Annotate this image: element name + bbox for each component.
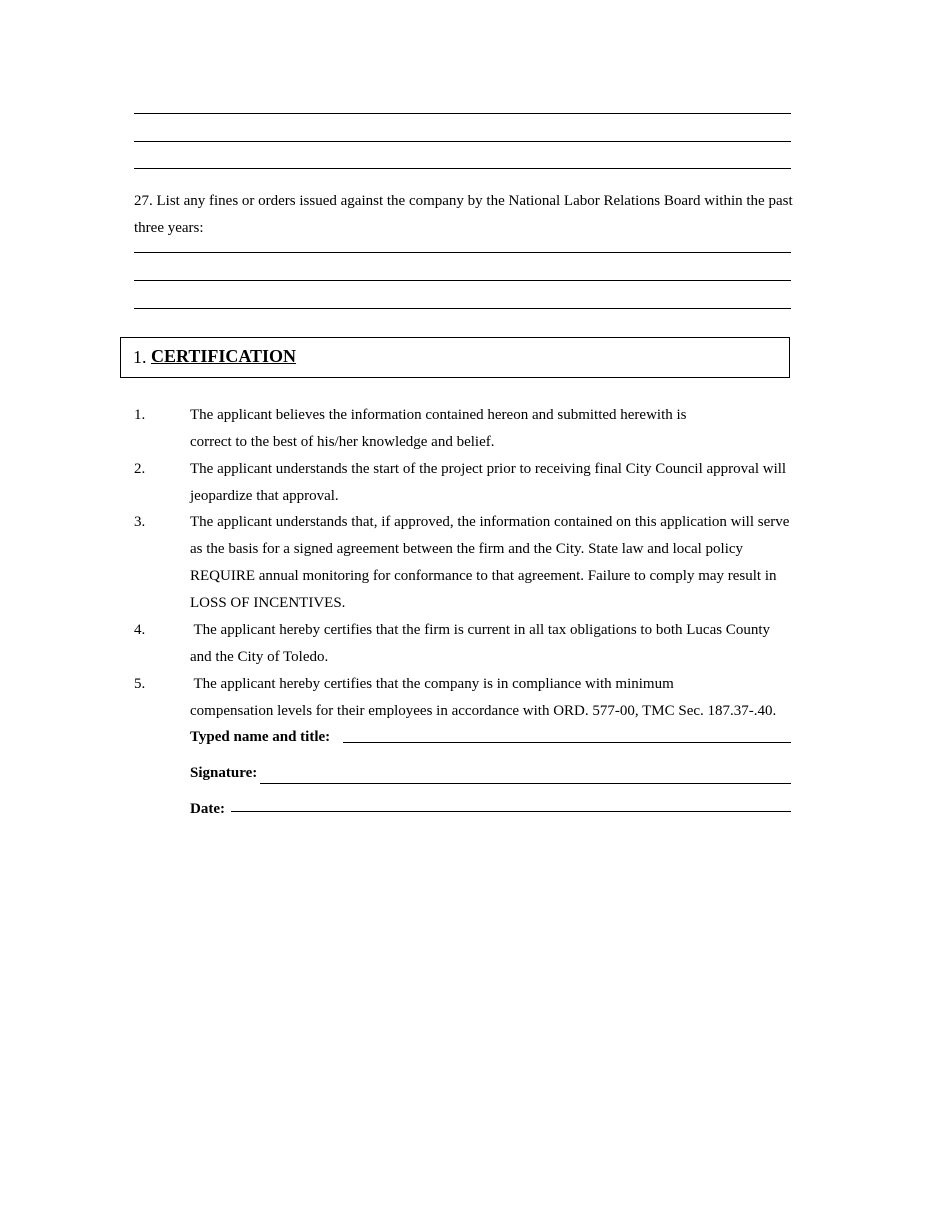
certification-heading-box <box>120 337 790 378</box>
item-number: 4. <box>134 622 146 638</box>
answer-line[interactable] <box>134 308 791 309</box>
item-number: 3. <box>134 514 146 530</box>
answer-line[interactable] <box>134 280 791 281</box>
item-number: 5. <box>134 676 146 692</box>
item-text: The applicant believes the information contained hereon and submitted herewith is <box>190 407 687 423</box>
section-number: 1. <box>133 347 147 367</box>
answer-line[interactable] <box>134 141 791 142</box>
signature-field[interactable] <box>260 783 791 784</box>
answer-line[interactable] <box>134 168 791 169</box>
item-text: correct to the best of his/her knowledge and belief. <box>190 434 495 450</box>
item-text: The applicant hereby certifies that the company is in compliance with minimum <box>190 676 674 692</box>
typed-name-label: Typed name and title: <box>190 729 331 745</box>
item-text: The applicant hereby certifies that the firm is current in all tax obligations to both Lucas County <box>190 622 770 638</box>
item-text: jeopardize that approval. <box>190 488 339 504</box>
signature-label: Signature: <box>190 765 258 781</box>
answer-line[interactable] <box>134 252 791 253</box>
typed-name-field[interactable] <box>343 742 791 743</box>
item-text: LOSS OF INCENTIVES. <box>190 595 346 611</box>
date-label: Date: <box>190 801 225 817</box>
question-27-text-cont: three years: <box>134 220 204 236</box>
item-number: 2. <box>134 461 146 477</box>
date-field[interactable] <box>231 811 791 812</box>
item-text: and the City of Toledo. <box>190 649 329 665</box>
item-text: compensation levels for their employees in accordance with ORD. 577-00, TMC Sec. 187.37-.40. <box>190 703 777 719</box>
question-27-text: 27. List any fines or orders issued against the company by the National Labor Relations Board within the past <box>134 193 793 209</box>
item-text: The applicant understands the start of the project prior to receiving final City Council approval will <box>190 461 787 477</box>
item-number: 1. <box>134 407 146 423</box>
answer-line[interactable] <box>134 113 791 114</box>
item-text: as the basis for a signed agreement between the firm and the City. State law and local policy <box>190 541 744 557</box>
section-title: CERTIFICATION <box>151 346 297 366</box>
item-text: REQUIRE annual monitoring for conformance to that agreement. Failure to comply may result in <box>190 568 777 584</box>
item-text: The applicant understands that, if approved, the information contained on this application will serve <box>190 514 790 530</box>
